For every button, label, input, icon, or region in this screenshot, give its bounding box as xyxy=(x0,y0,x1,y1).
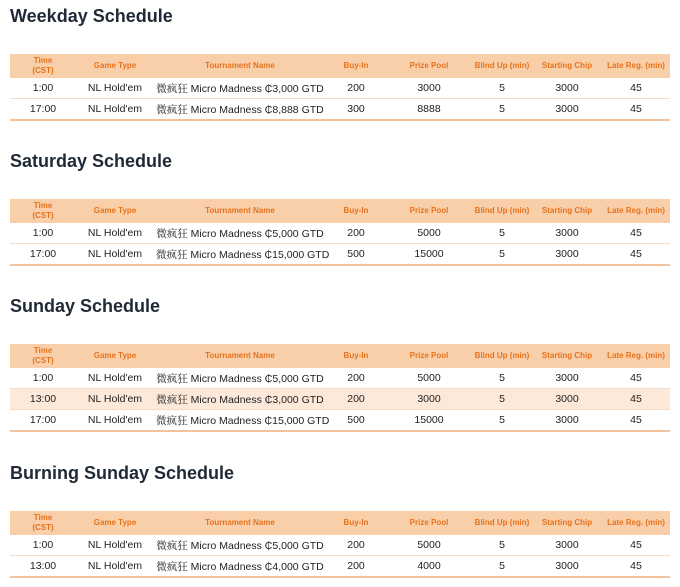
cell-blind-up: 5 xyxy=(472,389,532,410)
cell-time: 17:00 xyxy=(10,410,76,432)
cell-buy-in: 200 xyxy=(326,223,386,244)
table-row xyxy=(10,244,670,266)
cell-late-reg: 45 xyxy=(602,78,670,99)
section-title: Weekday Schedule xyxy=(10,6,173,26)
schedule-table xyxy=(10,199,670,266)
table-row xyxy=(10,556,670,578)
column-header-buy-in: Buy-In xyxy=(326,344,386,368)
column-header-prize-pool: Prize Pool xyxy=(386,199,472,223)
column-header-prize-pool: Prize Pool xyxy=(386,511,472,535)
column-header-blind-up: Blind Up (min) xyxy=(472,511,532,535)
cell-game-type: NL Hold'em xyxy=(76,535,154,556)
column-header-tournament-name: Tournament Name xyxy=(154,511,326,535)
cell-tournament-name: 微疯狂 Micro Madness ₵5,000 GTD xyxy=(154,535,326,556)
cell-buy-in: 200 xyxy=(326,389,386,410)
cell-prize-pool: 5000 xyxy=(386,368,472,389)
cell-blind-up: 5 xyxy=(472,244,532,266)
cell-time: 13:00 xyxy=(10,389,76,410)
schedule-table xyxy=(10,344,670,432)
cell-buy-in: 500 xyxy=(326,410,386,432)
column-header-prize-pool: Prize Pool xyxy=(386,54,472,78)
cell-tournament-name: 微疯狂 Micro Madness ₵5,000 GTD xyxy=(154,223,326,244)
cell-starting-chip: 3000 xyxy=(532,223,602,244)
column-header-buy-in: Buy-In xyxy=(326,511,386,535)
cell-time: 17:00 xyxy=(10,244,76,266)
table-row xyxy=(10,78,670,99)
table-row xyxy=(10,389,670,410)
cell-time: 1:00 xyxy=(10,78,76,99)
cell-game-type: NL Hold'em xyxy=(76,556,154,578)
cell-time: 1:00 xyxy=(10,223,76,244)
section-title: Burning Sunday Schedule xyxy=(10,463,235,483)
table-header-row xyxy=(10,511,670,535)
table-row xyxy=(10,99,670,121)
cell-tournament-name: 微疯狂 Micro Madness ₵3,000 GTD xyxy=(154,78,326,99)
cell-game-type: NL Hold'em xyxy=(76,410,154,432)
column-header-tournament-name: Tournament Name xyxy=(154,199,326,223)
table-header-row xyxy=(10,344,670,368)
cell-late-reg: 45 xyxy=(602,99,670,121)
column-header-blind-up: Blind Up (min) xyxy=(472,344,532,368)
cell-late-reg: 45 xyxy=(602,244,670,266)
cell-prize-pool: 4000 xyxy=(386,556,472,578)
table-header-row xyxy=(10,54,670,78)
column-header-game-type: Game Type xyxy=(76,511,154,535)
column-header-tournament-name: Tournament Name xyxy=(154,344,326,368)
column-header-time: Time (CST) xyxy=(10,54,76,78)
cell-blind-up: 5 xyxy=(472,410,532,432)
column-header-game-type: Game Type xyxy=(76,199,154,223)
cell-game-type: NL Hold'em xyxy=(76,244,154,266)
column-header-late-reg: Late Reg. (min) xyxy=(602,54,670,78)
column-header-time: Time (CST) xyxy=(10,199,76,223)
cell-buy-in: 200 xyxy=(326,78,386,99)
cell-starting-chip: 3000 xyxy=(532,99,602,121)
cell-starting-chip: 3000 xyxy=(532,368,602,389)
cell-tournament-name: 微疯狂 Micro Madness ₵8,888 GTD xyxy=(154,99,326,121)
cell-tournament-name: 微疯狂 Micro Madness ₵15,000 GTD xyxy=(154,410,326,432)
column-header-starting-chip: Starting Chip xyxy=(532,511,602,535)
cell-time: 17:00 xyxy=(10,99,76,121)
cell-blind-up: 5 xyxy=(472,556,532,578)
column-header-blind-up: Blind Up (min) xyxy=(472,199,532,223)
column-header-late-reg: Late Reg. (min) xyxy=(602,511,670,535)
cell-tournament-name: 微疯狂 Micro Madness ₵5,000 GTD xyxy=(154,368,326,389)
cell-blind-up: 5 xyxy=(472,535,532,556)
cell-game-type: NL Hold'em xyxy=(76,99,154,121)
cell-time: 13:00 xyxy=(10,556,76,578)
cell-prize-pool: 15000 xyxy=(386,410,472,432)
table-row xyxy=(10,535,670,556)
cell-tournament-name: 微疯狂 Micro Madness ₵3,000 GTD xyxy=(154,389,326,410)
cell-game-type: NL Hold'em xyxy=(76,368,154,389)
cell-game-type: NL Hold'em xyxy=(76,223,154,244)
cell-buy-in: 200 xyxy=(326,535,386,556)
cell-late-reg: 45 xyxy=(602,389,670,410)
cell-buy-in: 200 xyxy=(326,556,386,578)
schedule-table xyxy=(10,54,670,121)
cell-starting-chip: 3000 xyxy=(532,78,602,99)
cell-starting-chip: 3000 xyxy=(532,410,602,432)
cell-game-type: NL Hold'em xyxy=(76,389,154,410)
cell-prize-pool: 15000 xyxy=(386,244,472,266)
column-header-prize-pool: Prize Pool xyxy=(386,344,472,368)
section-title: Saturday Schedule xyxy=(10,151,173,171)
section-title: Sunday Schedule xyxy=(10,296,161,316)
schedule-table xyxy=(10,511,670,578)
cell-blind-up: 5 xyxy=(472,78,532,99)
column-header-blind-up: Blind Up (min) xyxy=(472,54,532,78)
column-header-late-reg: Late Reg. (min) xyxy=(602,199,670,223)
cell-buy-in: 200 xyxy=(326,368,386,389)
cell-tournament-name: 微疯狂 Micro Madness ₵15,000 GTD xyxy=(154,244,326,266)
table-row xyxy=(10,410,670,432)
column-header-buy-in: Buy-In xyxy=(326,54,386,78)
cell-blind-up: 5 xyxy=(472,223,532,244)
cell-starting-chip: 3000 xyxy=(532,535,602,556)
cell-buy-in: 300 xyxy=(326,99,386,121)
table-header-row xyxy=(10,199,670,223)
column-header-tournament-name: Tournament Name xyxy=(154,54,326,78)
cell-late-reg: 45 xyxy=(602,223,670,244)
cell-prize-pool: 5000 xyxy=(386,223,472,244)
column-header-late-reg: Late Reg. (min) xyxy=(602,344,670,368)
table-row xyxy=(10,223,670,244)
cell-late-reg: 45 xyxy=(602,368,670,389)
cell-starting-chip: 3000 xyxy=(532,244,602,266)
column-header-time: Time (CST) xyxy=(10,511,76,535)
cell-prize-pool: 5000 xyxy=(386,535,472,556)
column-header-buy-in: Buy-In xyxy=(326,199,386,223)
cell-late-reg: 45 xyxy=(602,556,670,578)
cell-prize-pool: 3000 xyxy=(386,389,472,410)
column-header-starting-chip: Starting Chip xyxy=(532,54,602,78)
table-row xyxy=(10,368,670,389)
cell-late-reg: 45 xyxy=(602,410,670,432)
cell-time: 1:00 xyxy=(10,535,76,556)
cell-tournament-name: 微疯狂 Micro Madness ₵4,000 GTD xyxy=(154,556,326,578)
cell-buy-in: 500 xyxy=(326,244,386,266)
cell-prize-pool: 3000 xyxy=(386,78,472,99)
cell-blind-up: 5 xyxy=(472,99,532,121)
column-header-game-type: Game Type xyxy=(76,54,154,78)
column-header-time: Time (CST) xyxy=(10,344,76,368)
column-header-starting-chip: Starting Chip xyxy=(532,344,602,368)
column-header-game-type: Game Type xyxy=(76,344,154,368)
cell-prize-pool: 8888 xyxy=(386,99,472,121)
cell-time: 1:00 xyxy=(10,368,76,389)
column-header-starting-chip: Starting Chip xyxy=(532,199,602,223)
cell-game-type: NL Hold'em xyxy=(76,78,154,99)
cell-late-reg: 45 xyxy=(602,535,670,556)
cell-blind-up: 5 xyxy=(472,368,532,389)
cell-starting-chip: 3000 xyxy=(532,556,602,578)
cell-starting-chip: 3000 xyxy=(532,389,602,410)
